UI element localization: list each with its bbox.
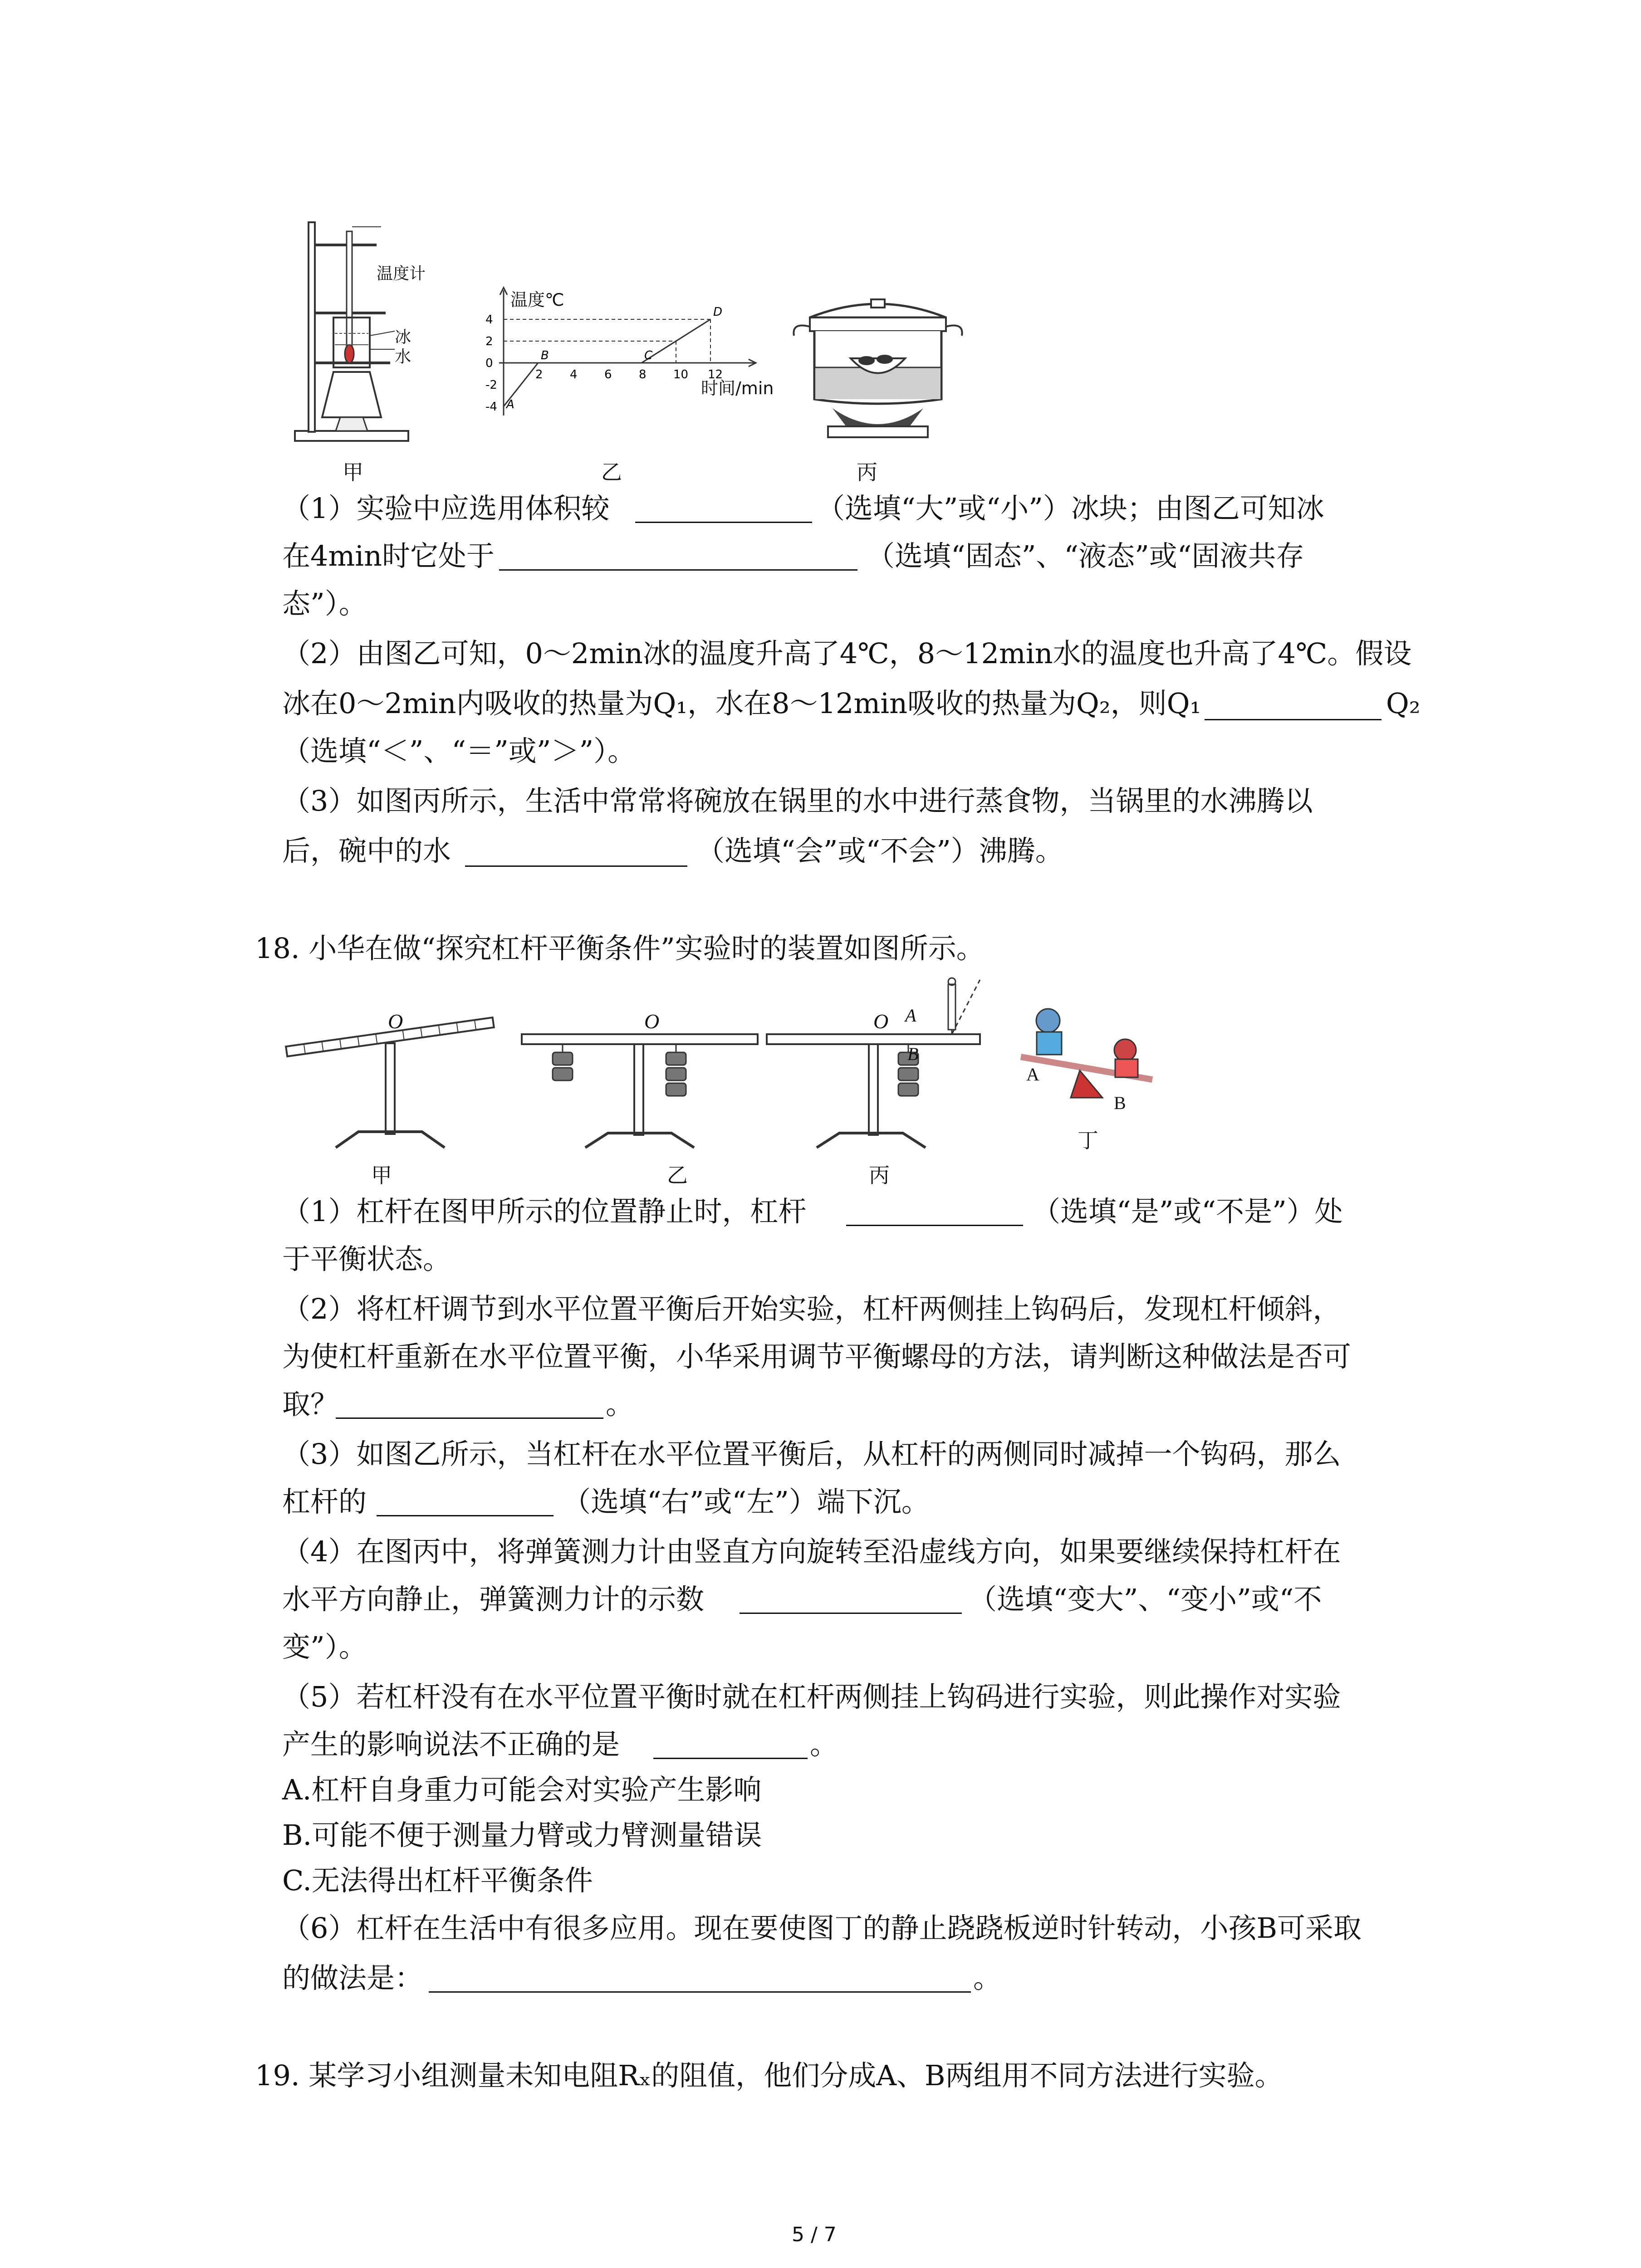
q18-p5-line2-b: 。 — [810, 1728, 838, 1761]
chart-y-tick: 4 — [485, 313, 493, 327]
chart-x-tick: 8 — [639, 368, 647, 381]
chart-xlabel: 时间/min — [701, 378, 774, 398]
q17-blank-3[interactable] — [1205, 719, 1381, 720]
q17-p1-line2-b: （选填“固态”、“液态”或“固液共存 — [867, 539, 1304, 572]
label-thermometer: 温度计 — [377, 264, 426, 283]
figure-seesaw-ding — [1012, 1002, 1161, 1111]
chart-y-tick: -4 — [485, 400, 497, 414]
q18-p1-line1-b: （选填“是”或“不是”）处 — [1032, 1195, 1343, 1228]
q17-p3-line2-b: （选填“会”或“不会”）沸腾。 — [696, 834, 1063, 867]
caption-bing: 丙 — [857, 460, 877, 484]
chart-y-tick: 2 — [485, 335, 493, 348]
chart-point-label: B — [541, 349, 549, 362]
q17-p2-line2-b: Q₂ — [1386, 687, 1421, 720]
q18-blank-2[interactable] — [336, 1418, 603, 1419]
caption-lever-yi: 乙 — [667, 1163, 688, 1188]
label-A-ding: A — [1026, 1064, 1039, 1085]
q18-p6-line2-b: 。 — [973, 1961, 1002, 1994]
chart-x-tick: 6 — [604, 368, 612, 381]
q18-p4-line3: 变”）。 — [282, 1630, 367, 1663]
chart-x-tick: 2 — [535, 368, 543, 381]
chart-x-tick: 10 — [673, 368, 689, 381]
q17-blank-2[interactable] — [499, 569, 857, 571]
q17-p1-line1-a: （1）实验中应选用体积较 — [282, 492, 610, 525]
figure-lever-yi — [517, 1012, 762, 1157]
q18-p2-line1: （2）将杠杆调节到水平位置平衡后开始实验，杠杆两侧挂上钩码后，发现杠杆倾斜， — [282, 1292, 1341, 1325]
page-number: 5 / 7 — [792, 2223, 837, 2246]
q19-title: 19. 某学习小组测量未知电阻Rₓ的阻值，他们分成A、B两组用不同方法进行实验。 — [255, 2059, 1283, 2092]
q18-p6-line2-a: 的做法是： — [282, 1961, 423, 1994]
q17-blank-1[interactable] — [635, 522, 812, 523]
q18-blank-4[interactable] — [740, 1613, 962, 1614]
chart-ylabel: 温度℃ — [510, 290, 564, 310]
label-O-bing: O — [873, 1010, 889, 1033]
figure-bing-steamer — [783, 290, 973, 445]
figure-jia-ice-heating — [290, 218, 436, 454]
q18-p2-line3-a: 取？ — [282, 1388, 339, 1421]
caption-lever-bing: 丙 — [869, 1163, 890, 1188]
q17-p1-line1-b: （选填“大”或“小”）冰块；由图乙可知冰 — [817, 492, 1324, 525]
figure-lever-bing — [762, 975, 998, 1157]
q17-blank-4[interactable] — [465, 865, 687, 867]
q18-p4-line2-b: （选填“变大”、“变小”或“不 — [969, 1583, 1322, 1616]
q18-p4-line1: （4）在图丙中，将弹簧测力计由竖直方向旋转至沿虚线方向，如果要继续保持杠杆在 — [282, 1535, 1341, 1568]
q18-blank-1[interactable] — [846, 1225, 1023, 1226]
q18-p1-line1-a: （1）杠杆在图甲所示的位置静止时，杠杆 — [282, 1195, 807, 1228]
chart-point-label: C — [644, 349, 653, 362]
label-ice: 冰 — [395, 328, 411, 347]
q18-p3-line2-a: 杠杆的 — [282, 1485, 367, 1518]
figure-lever-jia — [277, 1012, 504, 1157]
q18-p5-line2-a: 产生的影响说法不正确的是 — [282, 1728, 620, 1761]
caption-lever-ding: 丁 — [1078, 1128, 1098, 1153]
q18-blank-5[interactable] — [653, 1758, 808, 1759]
q18-blank-3[interactable] — [377, 1515, 554, 1516]
label-B-ding: B — [1114, 1093, 1126, 1113]
q17-p3-line1: （3）如图丙所示，生活中常常将碗放在锅里的水中进行蒸食物，当锅里的水沸腾以 — [282, 784, 1313, 817]
q18-option-c: C.无法得出杠杆平衡条件 — [282, 1864, 593, 1897]
q17-p1-line2-a: 在4min时它处于 — [282, 539, 495, 572]
q18-p2-line3-b: 。 — [606, 1388, 634, 1421]
q18-p5-line1: （5）若杠杆没有在水平位置平衡时就在杠杆两侧挂上钩码进行实验，则此操作对实验 — [282, 1680, 1341, 1713]
q18-p4-line2-a: 水平方向静止，弹簧测力计的示数 — [282, 1583, 705, 1616]
q18-option-a: A.杠杆自身重力可能会对实验产生影响 — [282, 1773, 762, 1806]
q17-p2-line1: （2）由图乙可知，0～2min冰的温度升高了4℃，8～12min水的温度也升高了4℃。假设 — [282, 637, 1412, 670]
q18-title: 18. 小华在做“探究杠杆平衡条件”实验时的装置如图所示。 — [255, 932, 985, 965]
label-O-yi: O — [644, 1010, 660, 1033]
chart-point-label: A — [506, 398, 514, 411]
q17-p3-line2-a: 后，碗中的水 — [282, 834, 451, 867]
q18-option-b: B.可能不便于测量力臂或力臂测量错误 — [282, 1818, 762, 1852]
q17-p2-line3: （选填“＜”、“＝”或”＞”）。 — [282, 734, 636, 767]
q18-p2-line2: 为使杠杆重新在水平位置平衡，小华采用调节平衡螺母的方法，请判断这种做法是否可 — [282, 1340, 1352, 1373]
q18-p1-line2: 于平衡状态。 — [282, 1242, 451, 1276]
label-A-bing: A — [905, 1005, 916, 1026]
caption-lever-jia: 甲 — [371, 1163, 392, 1188]
label-O-jia: O — [388, 1010, 403, 1033]
caption-jia: 甲 — [343, 460, 363, 484]
chart-x-tick: 4 — [570, 368, 578, 381]
q18-p6-line1: （6）杠杆在生活中有很多应用。现在要使图丁的静止跷跷板逆时针转动，小孩B可采取 — [282, 1911, 1362, 1945]
q18-p3-line1: （3）如图乙所示，当杠杆在水平位置平衡后，从杠杆的两侧同时减掉一个钩码，那么 — [282, 1437, 1341, 1471]
q17-p1-line3: 态”）。 — [282, 587, 367, 620]
chart-y-tick: 0 — [485, 357, 493, 370]
q18-blank-6[interactable] — [429, 1991, 971, 1993]
q17-p2-line2-a: 冰在0～2min内吸收的热量为Q₁，水在8～12min吸收的热量为Q₂，则Q₁ — [282, 687, 1201, 720]
q18-p3-line2-b: （选填“右”或“左”）端下沉。 — [563, 1485, 930, 1518]
label-B-bing: B — [907, 1044, 919, 1064]
chart-point-label: D — [713, 305, 723, 319]
label-water: 水 — [395, 347, 411, 366]
chart-x-tick: 12 — [708, 368, 723, 381]
chart-y-tick: -2 — [485, 378, 497, 392]
caption-yi: 乙 — [601, 460, 622, 484]
